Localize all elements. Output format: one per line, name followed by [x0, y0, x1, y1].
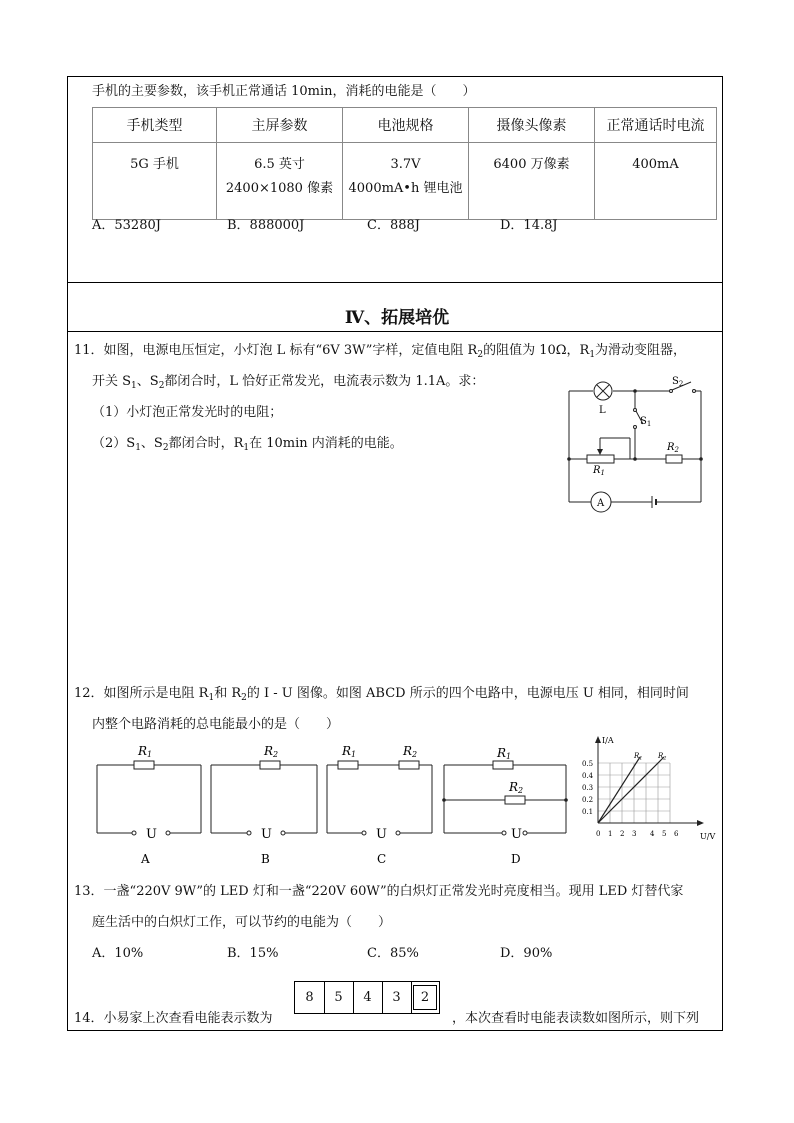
- circuit-c-r2-label: R2: [403, 744, 418, 759]
- phone-spec-table: [92, 107, 717, 220]
- rheostat-slider-arrow: [597, 449, 603, 455]
- q12-line1: 12．如图所示是电阻 $R_1$和 $R_2$的 I - U 图像。如图 ABCD 所示的四个电路中，电源电压 U 相同，相同时间: [74, 686, 689, 703]
- circuit-d-r2: [505, 796, 525, 804]
- table-cell: 6.5 英寸 2400×1080 像素: [217, 143, 343, 220]
- q11-line1: 11．如图，电源电压恒定，小灯泡 L 标有“6V 3W”字样，定值电阻 $R_2$的阻值为 10Ω，$R_1$为滑动变阻器，: [74, 343, 687, 360]
- q14-tail: ，本次查看时电能表读数如图所示，则下列: [452, 1011, 700, 1026]
- lamp-label: L: [599, 405, 606, 416]
- iu-xlabel: U/V: [700, 832, 716, 841]
- switch-s2-label: $S_2$: [672, 376, 684, 388]
- q10-option-a: A．53280J: [92, 218, 161, 233]
- circuit-d-source: U: [511, 827, 522, 842]
- table-header: 主屏参数: [217, 108, 343, 143]
- table-cell: 6400 万像素: [469, 143, 595, 220]
- circuit-c-r1: [338, 761, 358, 769]
- table-header: 摄像头像素: [469, 108, 595, 143]
- q12-line2: 内整个电路消耗的总电能最小的是（ ）: [92, 717, 340, 732]
- q14-lead: 14．小易家上次查看电能表示数为: [74, 1011, 273, 1026]
- circuit-c-r2: [399, 761, 419, 769]
- circuit-a-r1: [134, 761, 154, 769]
- ammeter-label: A: [597, 498, 605, 509]
- iu-xtick: 5: [662, 830, 667, 838]
- iu-graph: [580, 730, 720, 845]
- circuit-b-source: U: [261, 827, 272, 842]
- circuit-d-r2-label: R2: [509, 780, 524, 795]
- circuit-b-label: B: [261, 852, 270, 866]
- circuit-d-r1: [493, 761, 513, 769]
- table-header-row: [93, 108, 717, 143]
- table-row: [93, 143, 717, 220]
- lamp-symbol: [594, 382, 612, 400]
- section-divider-top: [67, 282, 723, 283]
- iu-line-r2: [598, 757, 664, 823]
- resistor-r2-symbol: [666, 455, 682, 463]
- meter-digit: 4: [353, 982, 383, 1013]
- meter-digit: 3: [382, 982, 412, 1013]
- circuit-a-r1-label: R1: [138, 744, 153, 759]
- q13-line1: 13．一盏“220V 9W”的 LED 灯和一盏“220V 60W”的白炽灯正常发光时亮度相当。现用 LED 灯替代家: [74, 884, 684, 899]
- iu-r1-label: $R_1$: [634, 752, 643, 762]
- meter-digit: 8: [295, 982, 325, 1013]
- q13-option-d: D．90%: [500, 946, 553, 961]
- q13-line2: 庭生活中的白炽灯工作，可以节约的电能为（ ）: [92, 915, 392, 930]
- iu-xtick: 0: [596, 830, 601, 838]
- q11-circuit-diagram: [560, 372, 710, 514]
- q13-option-c: C．85%: [367, 946, 419, 961]
- circuit-c-source: U: [376, 827, 387, 842]
- iu-ytick: 0.1: [582, 808, 594, 816]
- circuit-a-source: U: [146, 827, 157, 842]
- circuit-d-r1-label: R1: [497, 746, 512, 761]
- circuit-b-r2: [260, 761, 280, 769]
- circuit-a-label: A: [141, 852, 150, 866]
- table-cell: 400mA: [595, 143, 717, 220]
- iu-ytick: 0.5: [582, 760, 594, 768]
- q13-option-a: A．10%: [92, 946, 144, 961]
- iu-xtick: 2: [620, 830, 625, 838]
- circuit-d-label: D: [511, 852, 521, 866]
- iu-ytick: 0.4: [582, 772, 594, 780]
- table-cell: 3.7V 4000mA•h 锂电池: [343, 143, 469, 220]
- table-header: 正常通话时电流: [595, 108, 717, 143]
- q10-option-d: D．14.8J: [500, 218, 558, 233]
- iu-ytick: 0.2: [582, 796, 594, 804]
- table-cell: 5G 手机: [93, 143, 217, 220]
- meter-digit: 2: [413, 985, 437, 1010]
- table-header: 手机类型: [93, 108, 217, 143]
- q11-part1: （1）小灯泡正常发光时的电阻；: [92, 405, 283, 420]
- circuit-c-label: C: [377, 852, 387, 866]
- battery-symbol: [652, 496, 656, 508]
- q10-stem: 手机的主要参数，该手机正常通话 10min，消耗的电能是（ ）: [92, 84, 476, 99]
- iu-xtick: 3: [632, 830, 637, 838]
- iu-ylabel: I/A: [602, 736, 614, 745]
- meter-reading: [294, 981, 440, 1014]
- meter-digit: 5: [324, 982, 354, 1013]
- iu-xtick: 6: [674, 830, 679, 838]
- q12-circuits: [90, 738, 590, 870]
- switch-s1-label: $S_1$: [640, 416, 652, 428]
- circuit-b-r2-label: R2: [264, 744, 279, 759]
- meter-digit-decimal: [411, 982, 440, 1013]
- circuit-c-r1-label: R1: [342, 744, 357, 759]
- rheostat-r1-symbol: [587, 455, 614, 463]
- q11-part2: $(2)S_1$、$S_2$都闭合时，$R_1$在 10min 内消耗的电能。: [92, 436, 403, 453]
- q10-option-c: C．888J: [367, 218, 420, 233]
- section-divider-bottom: [67, 331, 723, 332]
- section-title: Ⅳ、拓展培优: [344, 308, 450, 328]
- iu-xtick: 1: [608, 830, 613, 838]
- iu-ytick: 0.3: [582, 784, 594, 792]
- r2-label: $R_2$: [667, 442, 679, 454]
- q10-option-b: B．888000J: [227, 218, 305, 233]
- q11-line2: 开关 $S_1$、$S_2$都闭合时，L 恰好正常发光，电流表示数为 1.1A。求：: [92, 374, 485, 391]
- r1-label: $R_1$: [593, 465, 605, 477]
- iu-r2-label: $R_2$: [658, 752, 667, 762]
- q13-option-b: B．15%: [227, 946, 279, 961]
- table-header: 电池规格: [343, 108, 469, 143]
- iu-xtick: 4: [650, 830, 655, 838]
